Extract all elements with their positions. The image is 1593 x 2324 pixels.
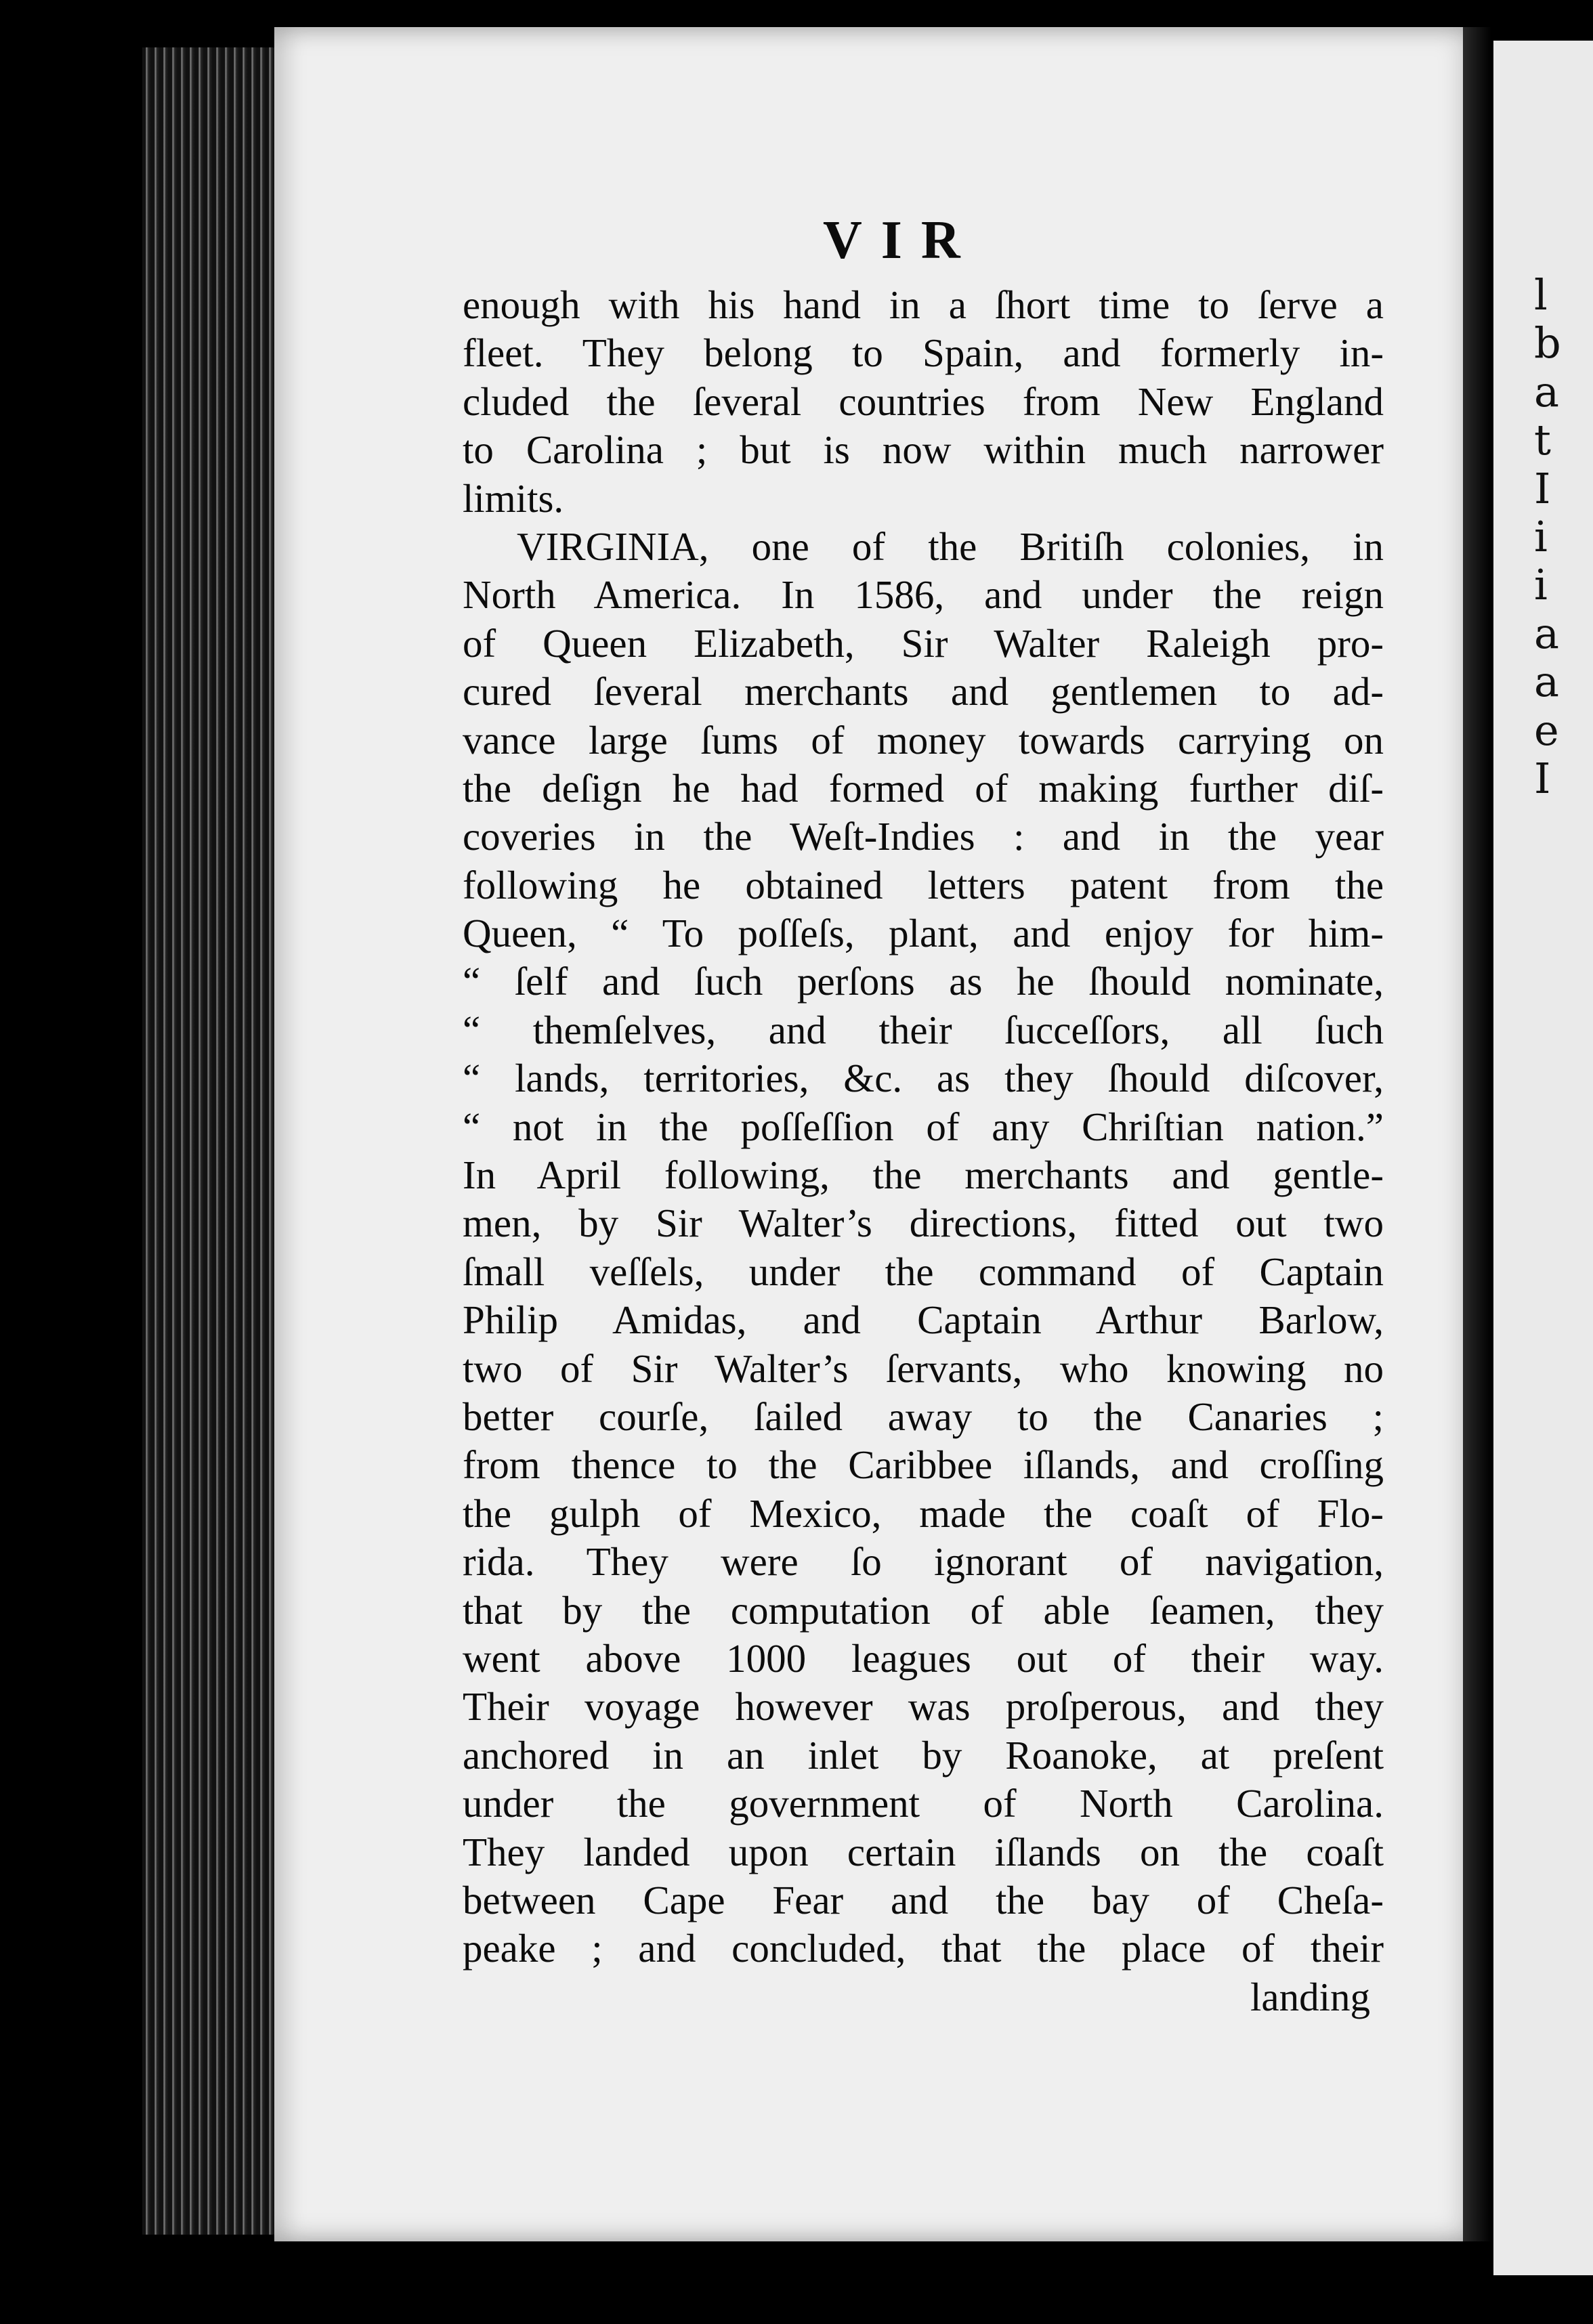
facing-page-letter: e xyxy=(1534,705,1559,755)
text-line: “ themſelves, and their ſucceſſors, all ſuch xyxy=(463,1007,1384,1052)
text-line: peake ; and concluded, that the place of their xyxy=(463,1926,1384,1971)
text-line: vance large ſums of money towards carrying on xyxy=(463,717,1384,762)
facing-page-letter: i xyxy=(1534,560,1548,610)
catchword: landing xyxy=(1250,1974,1370,2019)
text-line: cured ſeveral merchants and gentlemen to ad- xyxy=(463,669,1384,714)
page-header: VIR xyxy=(823,211,979,270)
facing-page-letter: i xyxy=(1534,512,1548,561)
text-line: rida. They were ſo ignorant of navigation, xyxy=(463,1539,1384,1585)
text-line: Queen, “ To poſſeſs, plant, and enjoy for him- xyxy=(463,911,1384,956)
text-line: North America. In 1586, and under the reign xyxy=(463,572,1384,618)
text-line: Philip Amidas, and Captain Arthur Barlow, xyxy=(463,1297,1384,1343)
facing-page-letter: a xyxy=(1534,657,1559,707)
text-line: coveries in the Weſt-Indies : and in the year xyxy=(463,814,1384,859)
text-line: In April following, the merchants and gentle- xyxy=(463,1153,1384,1198)
text-line: “ ſelf and ſuch perſons as he ſhould nominate, xyxy=(463,959,1384,1004)
text-line: enough with his hand in a ſhort time to ſerve a xyxy=(463,282,1384,327)
text-line: the gulph of Mexico, made the coaſt of Flo- xyxy=(463,1490,1384,1536)
facing-page-letter: I xyxy=(1534,754,1551,803)
facing-page-letter: l xyxy=(1534,270,1548,320)
text-line: better courſe, ſailed away to the Canaries ; xyxy=(463,1394,1384,1439)
text-line: following he obtained letters patent from the xyxy=(463,862,1384,907)
facing-page-letter: I xyxy=(1534,463,1551,513)
text-line: men, by Sir Walter’s directions, fitted out two xyxy=(463,1201,1384,1246)
facing-page-letter: t xyxy=(1534,415,1551,465)
text-line: “ lands, territories, &c. as they ſhould diſcover, xyxy=(463,1056,1384,1101)
text-line: the deſign he had formed of making further diſ- xyxy=(463,765,1384,811)
text-line: under the government of North Carolina. xyxy=(463,1781,1384,1826)
text-line: to Carolina ; but is now within much narrower xyxy=(463,427,1384,473)
body-text xyxy=(463,281,1384,2021)
page-block-edges xyxy=(142,47,278,2235)
text-line: Their voyage however was proſperous, and they xyxy=(463,1684,1384,1729)
text-line: limits. xyxy=(463,475,564,521)
text-line: VIRGINIA, one of the Britiſh colonies, in xyxy=(517,523,1384,569)
text-line: that by the computation of able ſeamen, they xyxy=(463,1587,1384,1633)
text-line: “ not in the poſſeſſion of any Chriſtian nation.” xyxy=(463,1104,1384,1149)
text-line: of Queen Elizabeth, Sir Walter Raleigh pro- xyxy=(463,620,1384,666)
facing-page-letter: a xyxy=(1534,366,1559,416)
text-line: ſmall veſſels, under the command of Captain xyxy=(463,1249,1384,1294)
facing-page-letter: b xyxy=(1534,318,1561,368)
text-line: fleet. They belong to Spain, and formerly in- xyxy=(463,330,1384,376)
text-line: cluded the ſeveral countries from New England xyxy=(463,379,1384,424)
text-line: went above 1000 leagues out of their way. xyxy=(463,1635,1384,1681)
text-line: anchored in an inlet by Roanoke, at preſent xyxy=(463,1732,1384,1778)
text-line: from thence to the Caribbee iſlands, and croſſing xyxy=(463,1442,1384,1488)
text-line: between Cape Fear and the bay of Cheſa- xyxy=(463,1877,1384,1922)
text-line: two of Sir Walter’s ſervants, who knowing no xyxy=(463,1346,1384,1391)
text-line: They landed upon certain iſlands on the coaſt xyxy=(463,1829,1384,1874)
facing-page-letter: a xyxy=(1534,608,1559,658)
